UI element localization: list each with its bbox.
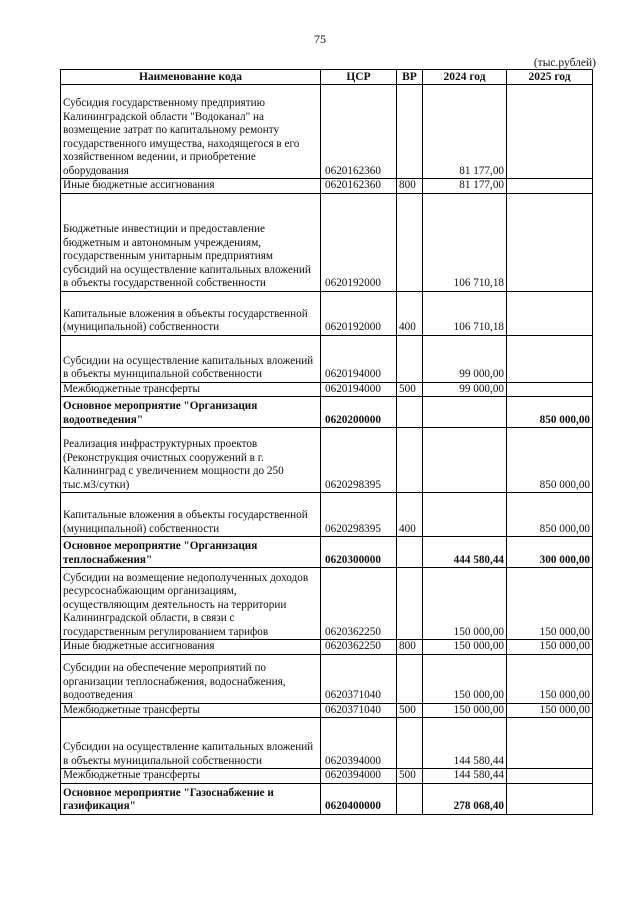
table-row [61, 85, 593, 179]
cell-name: Иные бюджетные ассигнования [61, 179, 321, 194]
cell-vr [397, 654, 423, 703]
cell-y2024 [423, 397, 507, 428]
cell-csr: 0620394000 [321, 718, 397, 769]
header-vr: ВР [397, 70, 423, 85]
cell-name: Основное мероприятие "Организация теплоснабжения" [61, 537, 321, 568]
table-row [61, 493, 593, 537]
cell-vr [397, 568, 423, 640]
cell-y2024: 144 580,44 [423, 718, 507, 769]
cell-y2024: 150 000,00 [423, 654, 507, 703]
budget-table [60, 69, 593, 815]
cell-y2025 [507, 179, 593, 194]
cell-name: Межбюджетные трансферты [61, 769, 321, 784]
page-number: 75 [314, 32, 326, 46]
cell-vr: 500 [397, 382, 423, 397]
cell-y2024: 81 177,00 [423, 85, 507, 179]
table-row [61, 703, 593, 718]
cell-name: Иные бюджетные ассигнования [61, 640, 321, 655]
table-row [61, 568, 593, 640]
cell-name: Субсидия государственному предприятию Калининградской области "Водоканал" на возмещение затрат по капитальному ремонту государственного имущества, находящегося в его хозяйственном ведении, и приобретение оборудования [61, 85, 321, 179]
table-row [61, 397, 593, 428]
cell-csr: 0620162360 [321, 179, 397, 194]
cell-y2024: 99 000,00 [423, 335, 507, 382]
table-row [61, 428, 593, 493]
cell-csr: 0620371040 [321, 703, 397, 718]
cell-name: Основное мероприятие "Газоснабжение и газификация" [61, 783, 321, 814]
cell-csr: 0620362250 [321, 640, 397, 655]
cell-y2025 [507, 85, 593, 179]
cell-vr: 800 [397, 640, 423, 655]
cell-name: Бюджетные инвестиции и предоставление бюджетным и автономным учреждениям, государственным унитарным предприятиям субсидий на осуществление капитальных вложений в объекты государственной собственности [61, 193, 321, 291]
cell-name: Субсидии на осуществление капитальных вложений в объекты муниципальной собственности [61, 335, 321, 382]
cell-name: Капитальные вложения в объекты государственной (муниципальной) собственности [61, 291, 321, 335]
cell-y2025: 150 000,00 [507, 654, 593, 703]
table-row [61, 640, 593, 655]
cell-vr: 800 [397, 179, 423, 194]
cell-name: Субсидии на осуществление капитальных вложений в объекты муниципальной собственности [61, 718, 321, 769]
cell-csr: 0620162360 [321, 85, 397, 179]
cell-csr: 0620298395 [321, 493, 397, 537]
cell-vr: 500 [397, 769, 423, 784]
table-row [61, 291, 593, 335]
table-row [61, 335, 593, 382]
cell-vr [397, 85, 423, 179]
cell-name: Основное мероприятие "Организация водоотведения" [61, 397, 321, 428]
cell-name: Субсидии на возмещение недополученных доходов ресурсоснабжающим организациям, осуществляющим деятельность на территории Калининградской области, в связи с государственным регулированием тарифов [61, 568, 321, 640]
cell-vr [397, 397, 423, 428]
units-label: (тыс.рублей) [533, 57, 596, 69]
table-row [61, 193, 593, 291]
table-body [61, 85, 593, 815]
cell-y2025 [507, 291, 593, 335]
cell-name: Субсидии на обеспечение мероприятий по организации теплоснабжения, водоснабжения, водоотведения [61, 654, 321, 703]
cell-csr: 0620394000 [321, 769, 397, 784]
cell-csr: 0620192000 [321, 193, 397, 291]
cell-y2024 [423, 428, 507, 493]
cell-y2024: 150 000,00 [423, 568, 507, 640]
cell-csr: 0620194000 [321, 335, 397, 382]
cell-y2025: 150 000,00 [507, 640, 593, 655]
header-name: Наименование кода [61, 70, 321, 85]
cell-vr [397, 428, 423, 493]
cell-vr [397, 193, 423, 291]
cell-y2025: 850 000,00 [507, 493, 593, 537]
table-row [61, 179, 593, 194]
cell-csr: 0620362250 [321, 568, 397, 640]
cell-y2024: 106 710,18 [423, 291, 507, 335]
cell-y2025: 850 000,00 [507, 397, 593, 428]
cell-vr [397, 783, 423, 814]
cell-y2024: 444 580,44 [423, 537, 507, 568]
cell-y2024: 106 710,18 [423, 193, 507, 291]
cell-y2024: 150 000,00 [423, 640, 507, 655]
table-header-row [61, 70, 593, 85]
cell-vr: 400 [397, 493, 423, 537]
cell-y2025 [507, 382, 593, 397]
table-row [61, 783, 593, 814]
header-csr: ЦСР [321, 70, 397, 85]
cell-y2024: 81 177,00 [423, 179, 507, 194]
cell-csr: 0620400000 [321, 783, 397, 814]
cell-y2025 [507, 769, 593, 784]
table-row [61, 718, 593, 769]
cell-y2025: 850 000,00 [507, 428, 593, 493]
cell-csr: 0620192000 [321, 291, 397, 335]
cell-vr: 400 [397, 291, 423, 335]
cell-csr: 0620371040 [321, 654, 397, 703]
table-row [61, 382, 593, 397]
cell-y2025 [507, 783, 593, 814]
table-row [61, 654, 593, 703]
cell-y2025 [507, 718, 593, 769]
table-row [61, 537, 593, 568]
cell-y2024: 150 000,00 [423, 703, 507, 718]
cell-y2024: 99 000,00 [423, 382, 507, 397]
cell-y2025: 150 000,00 [507, 568, 593, 640]
cell-y2025 [507, 193, 593, 291]
cell-name: Межбюджетные трансферты [61, 382, 321, 397]
cell-y2024: 278 068,40 [423, 783, 507, 814]
cell-csr: 0620298395 [321, 428, 397, 493]
cell-name: Межбюджетные трансферты [61, 703, 321, 718]
cell-csr: 0620300000 [321, 537, 397, 568]
cell-csr: 0620200000 [321, 397, 397, 428]
cell-csr: 0620194000 [321, 382, 397, 397]
header-2025: 2025 год [507, 70, 593, 85]
cell-vr [397, 718, 423, 769]
cell-y2025: 300 000,00 [507, 537, 593, 568]
cell-y2025: 150 000,00 [507, 703, 593, 718]
cell-vr [397, 335, 423, 382]
header-2024: 2024 год [423, 70, 507, 85]
table-row [61, 769, 593, 784]
cell-vr: 500 [397, 703, 423, 718]
cell-name: Капитальные вложения в объекты государственной (муниципальной) собственности [61, 493, 321, 537]
cell-name: Реализация инфраструктурных проектов (Реконструкция очистных сооружений в г. Калининград с увеличением мощности до 250 тыс.м3/сутки) [61, 428, 321, 493]
cell-vr [397, 537, 423, 568]
cell-y2024: 144 580,44 [423, 769, 507, 784]
cell-y2024 [423, 493, 507, 537]
cell-y2025 [507, 335, 593, 382]
